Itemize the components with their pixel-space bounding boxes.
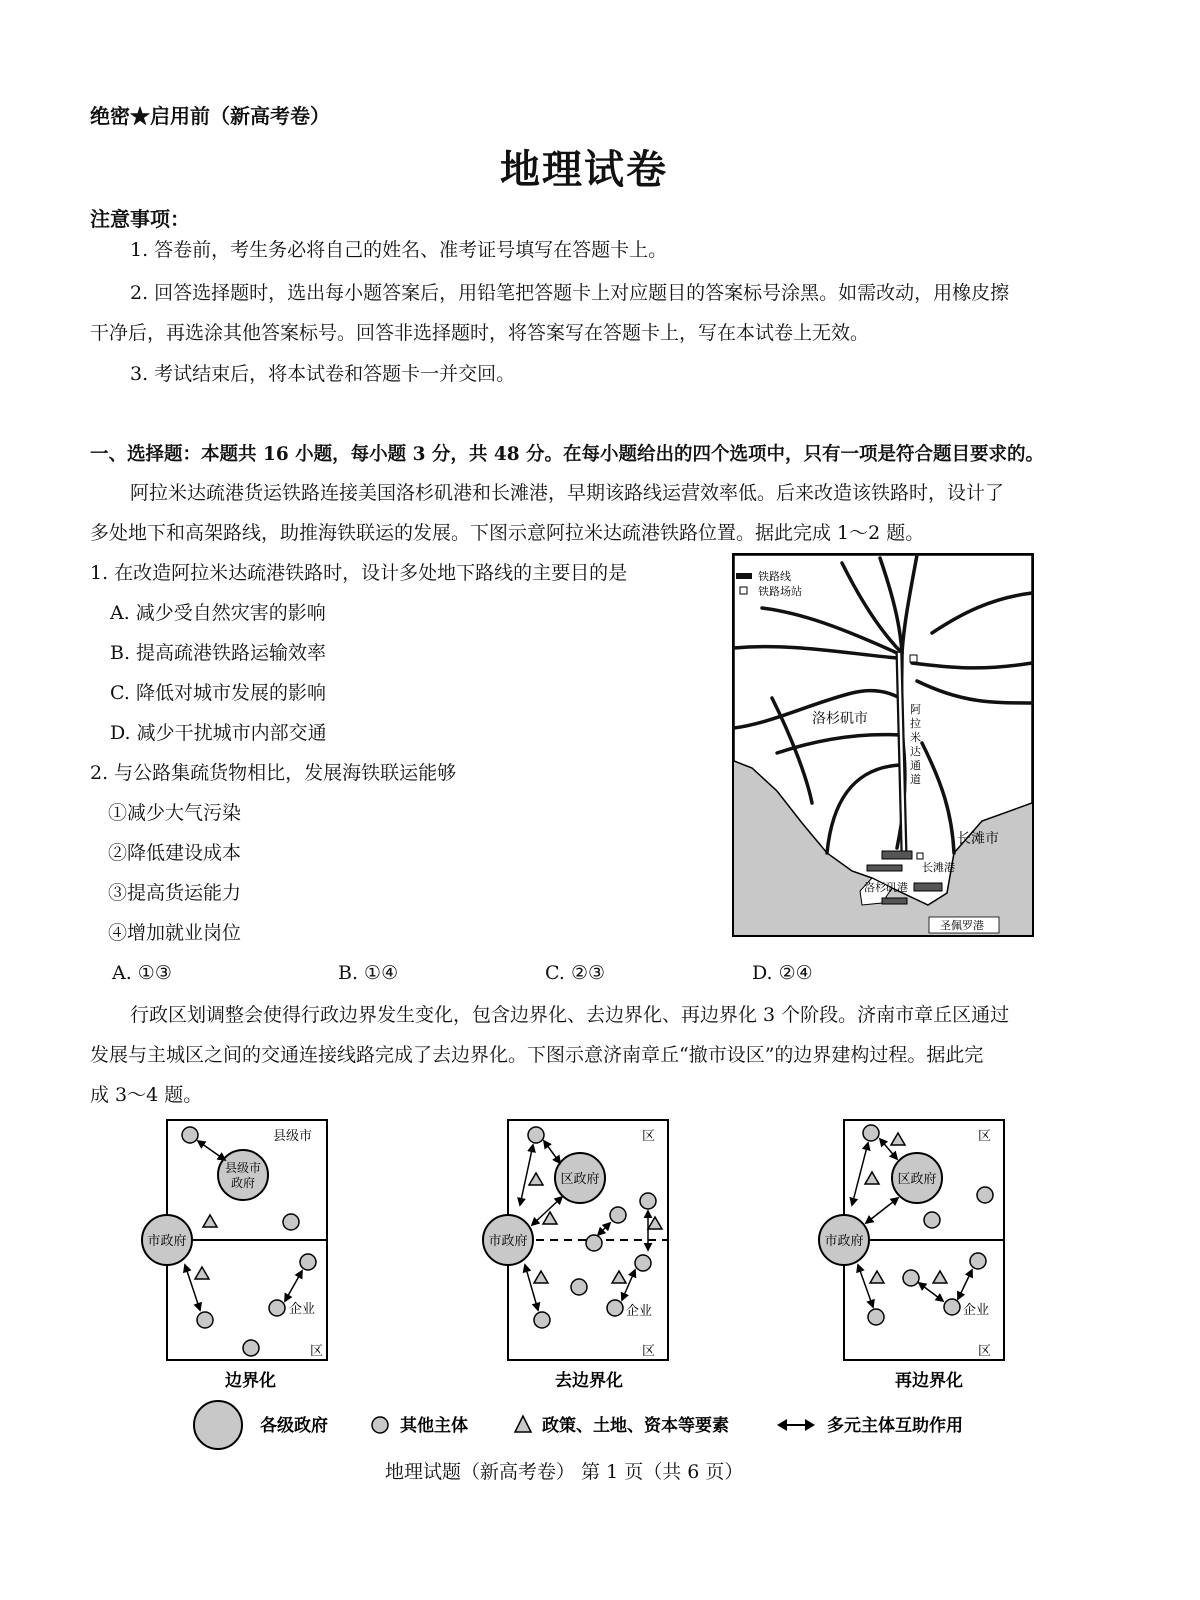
alameda-map <box>732 553 1034 937</box>
caption-bordering: 边界化 <box>225 1371 276 1391</box>
svg-text:区: 区 <box>978 1344 992 1359</box>
q2-option-c: C. ②③ <box>545 962 606 984</box>
svg-text:道: 道 <box>910 773 921 786</box>
svg-text:其他主体: 其他主体 <box>400 1416 468 1436</box>
confidential-label: 绝密★启用前（新高考卷） <box>90 104 330 128</box>
q1-option-a: A. 减少受自然灾害的影响 <box>110 602 326 624</box>
corridor-label <box>910 703 921 786</box>
svg-text:区: 区 <box>642 1344 656 1359</box>
panel-debordering <box>483 1120 668 1391</box>
county-city-label: 县级市 <box>273 1129 313 1144</box>
q2-option-a: A. ①③ <box>112 962 172 984</box>
lb-city-label: 长滩市 <box>957 831 999 847</box>
q2-item-4: ④增加就业岗位 <box>108 922 242 944</box>
page-footer: 地理试题（新高考卷） 第 1 页（共 6 页） <box>385 1461 744 1483</box>
q1-stem: 1. 在改造阿拉米达疏港铁路时，设计多处地下路线的主要目的是 <box>90 562 628 584</box>
notice-1: 1. 答卷前，考生务必将自己的姓名、准考证号填写在答题卡上。 <box>130 239 668 261</box>
passage1-line1: 阿拉米达疏港货运铁路连接美国洛杉矶港和长滩港，早期该路线运营效率低。后来改造该铁路时，设计了 <box>130 482 1005 504</box>
svg-text:米: 米 <box>910 731 921 744</box>
notice-title: 注意事项： <box>90 207 190 231</box>
double-arrow-icon <box>777 1419 815 1431</box>
svg-text:市政府: 市政府 <box>147 1234 187 1249</box>
q2-item-2: ②降低建设成本 <box>108 842 242 864</box>
sp-port-label: 圣佩罗港 <box>940 919 984 932</box>
passage1-line2: 多处地下和高架路线，助推海铁联运的发展。下图示意阿拉米达疏港铁路位置。据此完成 1～2 题。 <box>90 522 925 544</box>
svg-text:区: 区 <box>642 1129 656 1144</box>
svg-text:达: 达 <box>910 745 921 758</box>
passage2-line3: 成 3～4 题。 <box>90 1084 203 1106</box>
svg-text:各级政府: 各级政府 <box>260 1416 328 1436</box>
notice-2: 2. 回答选择题时，选出每小题答案后，用铅笔把答题卡上对应题目的答案标号涂黑。如需改动，用橡皮擦 <box>130 282 1010 304</box>
legend-rail-text: 铁路线 <box>758 570 791 583</box>
q1-option-b: B. 提高疏港铁路运输效率 <box>110 642 327 664</box>
section-heading: 一、选择题：本题共 16 小题，每小题 3 分，共 48 分。在每小题给出的四个选项中，只有一项是符合题目要求的。 <box>90 444 1045 465</box>
legend-station-text: 铁路场站 <box>758 585 802 598</box>
svg-text:企业: 企业 <box>963 1303 990 1318</box>
panel-rebordering <box>819 1120 1004 1391</box>
notice-2-cont: 干净后，再选涂其他答案标号。回答非选择题时，将答案写在答题卡上，写在本试卷上无效。 <box>90 322 870 344</box>
diagram-legend <box>185 1400 1005 1452</box>
la-port-label: 洛杉矶港 <box>864 881 908 894</box>
la-city-label: 洛杉矶市 <box>812 711 868 727</box>
notice-3: 3. 考试结束后，将本试卷和答题卡一并交回。 <box>130 363 516 385</box>
boundary-diagrams <box>140 1115 1080 1415</box>
svg-text:企业: 企业 <box>626 1304 653 1319</box>
svg-text:区政府: 区政府 <box>560 1172 600 1187</box>
passage2-line2: 发展与主城区之间的交通连接线路完成了去边界化。下图示意济南章丘“撤市设区”的边界建构过程。据此完 <box>90 1044 984 1066</box>
svg-text:拉: 拉 <box>910 717 921 730</box>
svg-text:政策、土地、资本等要素: 政策、土地、资本等要素 <box>542 1416 729 1436</box>
page-title: 地理试卷 <box>500 146 668 193</box>
svg-text:市政府: 市政府 <box>824 1234 864 1249</box>
caption-rebordering: 再边界化 <box>895 1371 963 1391</box>
svg-text:政府: 政府 <box>230 1176 256 1190</box>
svg-text:区: 区 <box>978 1129 992 1144</box>
svg-text:多元主体互助作用: 多元主体互助作用 <box>827 1416 963 1436</box>
svg-text:区: 区 <box>310 1344 324 1359</box>
svg-text:区政府: 区政府 <box>897 1172 937 1187</box>
other-legend-icon <box>372 1417 388 1433</box>
passage2-line1: 行政区划调整会使得行政边界发生变化，包含边界化、去边界化、再边界化 3 个阶段。济南市章丘区通过 <box>130 1004 1010 1026</box>
q1-option-c: C. 降低对城市发展的影响 <box>110 682 326 704</box>
svg-text:通: 通 <box>910 759 921 772</box>
lb-port-label: 长滩港 <box>922 861 955 874</box>
svg-text:市政府: 市政府 <box>488 1234 528 1249</box>
q2-item-1: ①减少大气污染 <box>108 802 242 824</box>
q2-item-3: ③提高货运能力 <box>108 882 242 904</box>
q2-stem: 2. 与公路集疏货物相比，发展海铁联运能够 <box>90 762 457 784</box>
svg-text:阿: 阿 <box>910 703 921 716</box>
q2-option-d: D. ②④ <box>752 962 813 984</box>
svg-text:县级市: 县级市 <box>224 1161 262 1175</box>
gov-legend-icon <box>194 1401 242 1449</box>
q1-option-d: D. 减少干扰城市内部交通 <box>110 722 327 744</box>
svg-text:企业: 企业 <box>289 1302 316 1317</box>
factor-legend-icon <box>515 1416 531 1432</box>
panel-bordering <box>142 1120 327 1391</box>
caption-debordering: 去边界化 <box>555 1371 623 1391</box>
q2-option-b: B. ①④ <box>338 962 399 984</box>
